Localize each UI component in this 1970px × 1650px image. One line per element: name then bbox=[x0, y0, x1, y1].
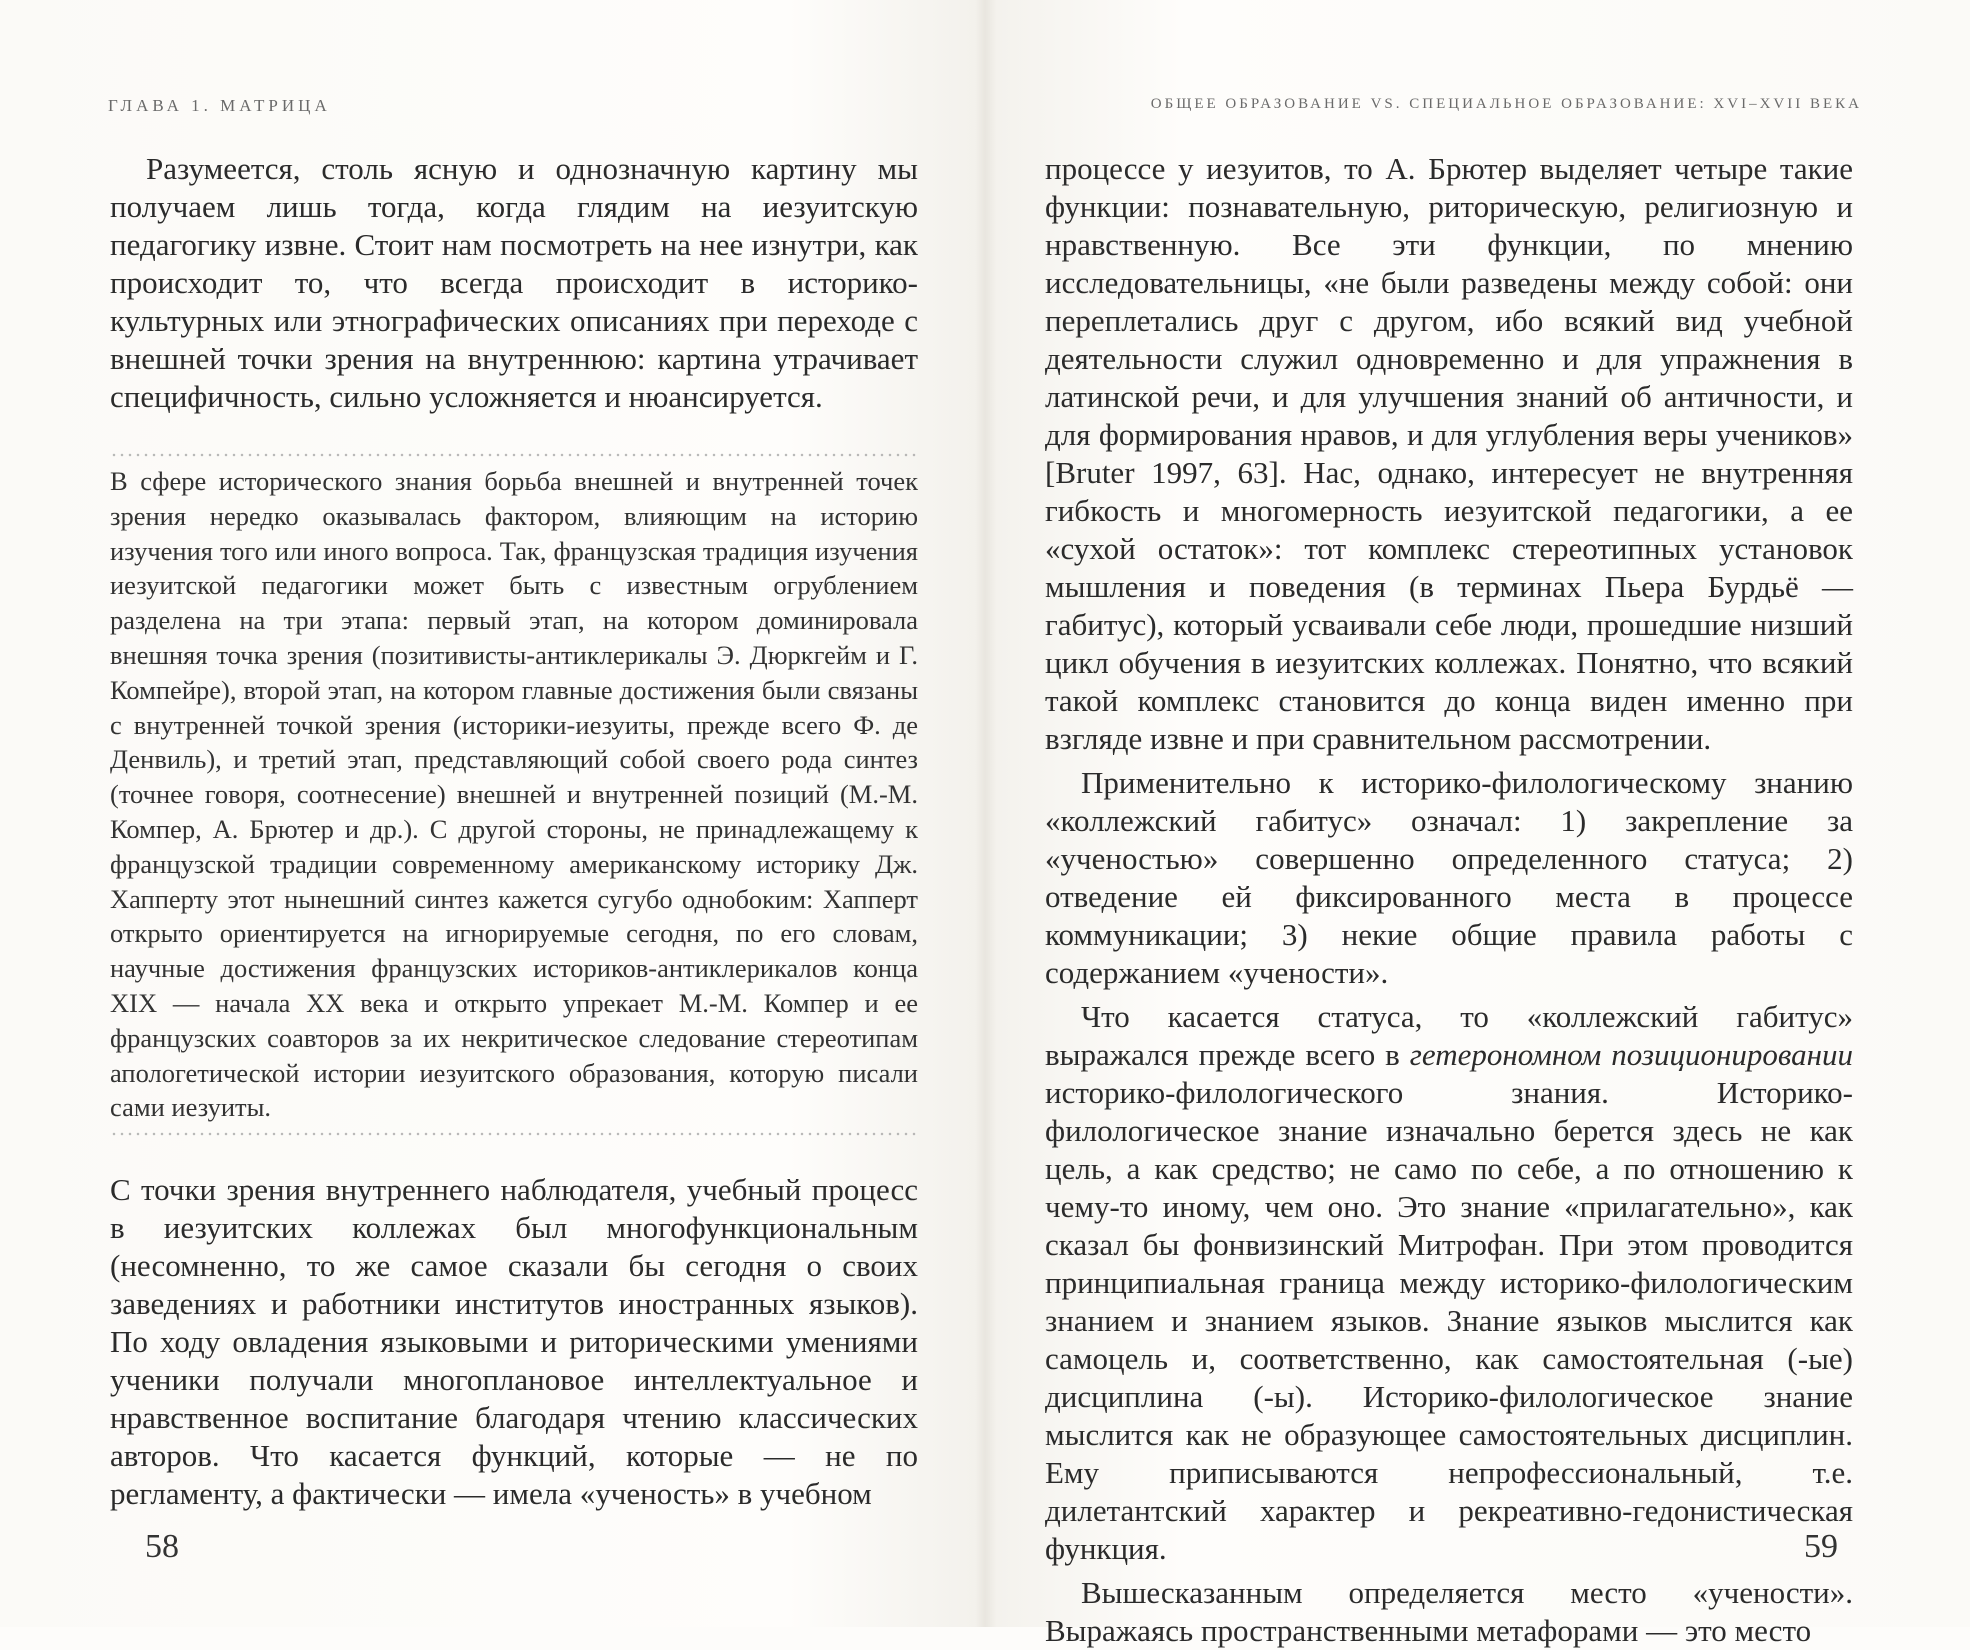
right-page bbox=[985, 0, 1970, 1648]
left-paragraph-1: Разумеется, столь ясную и однозначную картину мы получаем лишь тогда, когда глядим на иезуитскую педагогику извне. Стоит нам посмотреть на нее изнутри, как происходит то, что всегда происходит в историко-культурных или этнографических описаниях при переходе с внешней точки зрения на внутреннюю: картина утрачивает специфичность, сильно усложняется и нюансируется. bbox=[110, 151, 918, 414]
right-paragraph-3 bbox=[1045, 998, 1853, 1568]
left-page bbox=[0, 0, 985, 1627]
right-paragraph-3-start: Что касается статуса, то «коллежский габитус» выражался прежде всего в bbox=[1045, 999, 1853, 1072]
left-text-block bbox=[110, 150, 918, 1513]
page-number-left: 58 bbox=[145, 1528, 179, 1565]
right-paragraph-1: процессе у иезуитов, то А. Брютер выделяет четыре такие функции: познавательную, риторическую, религиозную и нравственную. Все эти функции, по мнению исследовательницы, «не были разведены между собой: они переплетались друг с другом, ибо всякий вид учебной деятельности служил одновременно и для упражнения в латинской речи, и для улучшения знаний об античности, и для формирования нравов, и для углубления веры учеников» [Bruter 1997, 63]. Нас, однако, интересует не внутренняя гибкость и многомерность иезуитской педагогики, а ее «сухой остаток»: тот комплекс стереотипных установок мышления и поведения (в терминах Пьера Бурдьё — габитус), который усваивали себе люди, прошедшие низший цикл обучения в иезуитских коллежах. Понятно, что всякий такой комплекс становится до конца виден именно при взгляде извне и при сравнительном рассмотрении. bbox=[1045, 151, 1853, 756]
left-paragraph-2: С точки зрения внутреннего наблюдателя, учебный процесс в иезуитских коллежах был многофункциональным (несомненно, то же самое сказали бы сегодня о своих заведениях и работники институтов иностранных языков). По ходу овладения языковыми и риторическими умениями ученики получали многоплановое интеллектуальное и нравственное воспитание благодаря чтению классических авторов. Что касается функций, которые — не по регламенту, а фактически — имела «ученость» в учебном bbox=[110, 1172, 918, 1512]
page-number-right: 59 bbox=[1804, 1528, 1838, 1565]
side-note bbox=[110, 442, 918, 1151]
running-head-right: ОБЩЕЕ ОБРАЗОВАНИЕ VS. СПЕЦИАЛЬНОЕ ОБРАЗОВАНИЕ: XVI–XVII ВЕКА bbox=[1150, 96, 1862, 112]
note-bottom-rule bbox=[110, 1131, 918, 1137]
note-top-rule bbox=[110, 452, 918, 458]
running-head-left: ГЛАВА 1. МАТРИЦА bbox=[108, 96, 331, 115]
right-paragraph-4: Вышесказанным определяется место «учености». Выражаясь пространственными метафорами — это место bbox=[1045, 1575, 1853, 1648]
right-paragraph-3-end: историко-филологического знания. Историко-филологическое знание изначально берется здесь не как цель, а как средство; не само по себе, а по отношению к чему-то иному, чем оно. Это знание «прилагательно», как сказал бы фонвизинский Митрофан. При этом проводится принципиальная граница между историко-филологическим знанием и знанием языков. Знание языков мыслится как самоцель и, соответственно, как самостоятельная (-ые) дисциплина (-ы). Историко-филологическое знание мыслится как не образующее самостоятельных дисциплин. Ему приписываются непрофессиональный, т.е. дилетантский характер и рекреативно-гедонистическая функция. bbox=[1045, 1075, 1853, 1566]
note-text: В сфере исторического знания борьба внешней и внутренней точек зрения нередко оказывалась фактором, влияющим на историю изучения того или иного вопроса. Так, французская традиция изучения иезуитской педагогики может быть с известным огрублением разделена на три этапа: первый этап, на котором доминировала внешняя точка зрения (позитивисты-антиклерикалы Э. Дюркгейм и Г. Компейре), второй этап, на котором главные достижения были связаны с внутренней точкой зрения (историки-иезуиты, прежде всего Ф. де Денвиль), и третий этап, представляющий собой своего рода синтез (точнее говоря, соотнесение) внешней и внутренней позиций (М.-М. Компер, А. Брютер и др.). С другой стороны, не принадлежащему к французской традиции современному американскому историку Дж. Хапперту этот нынешний синтез кажется сугубо однобоким: Хапперт открыто ориентируется на игнорируемые сегодня, по его словам, научные достижения французских историков-антиклерикалов конца XIX — начала XX века и открыто упрекает М.-М. Компер и ее французских соавторов за их некритическое следование стереотипам апологетической истории иезуитского образования, которую писали сами иезуиты. bbox=[110, 466, 918, 1123]
right-paragraph-3-italic: гетерономном позиционировании bbox=[1409, 1037, 1853, 1072]
right-text-block bbox=[1045, 150, 1853, 1650]
right-paragraph-2: Применительно к историко-филологическому знанию «коллежский габитус» означал: 1) закрепление за «ученостью» совершенно определенного статуса; 2) отведение ей фиксированного места в процессе коммуникации; 3) некие общие правила работы с содержанием «учености». bbox=[1045, 765, 1853, 990]
